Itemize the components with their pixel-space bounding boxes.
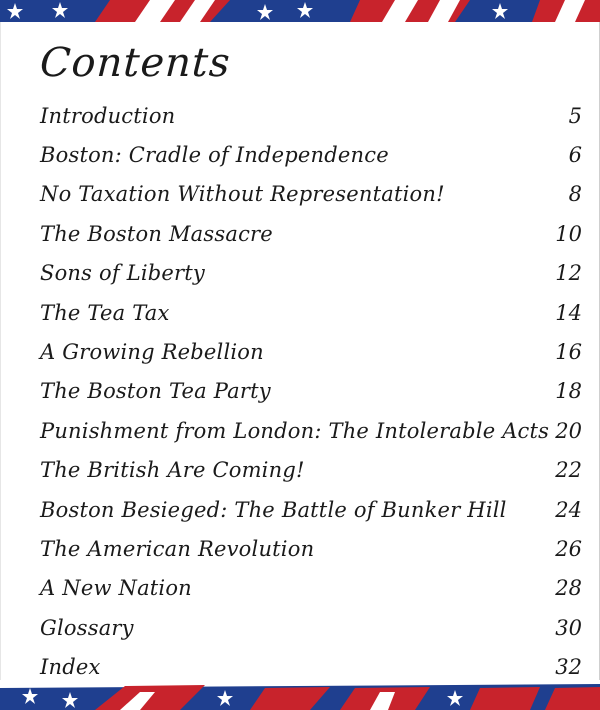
toc-entry-title: The Boston Tea Party	[40, 379, 271, 404]
toc-entry[interactable]	[40, 372, 588, 411]
toc-entry-title: Introduction	[40, 103, 176, 128]
toc-entry-page: 28	[555, 576, 582, 601]
toc-entry-title: Boston: Cradle of Independence	[40, 143, 389, 168]
toc-entry[interactable]	[40, 529, 588, 568]
toc-entry-page: 20	[555, 418, 582, 443]
toc-entry-title: A Growing Rebellion	[40, 340, 264, 365]
toc-entry[interactable]	[40, 254, 588, 293]
flag-border-bottom-art	[0, 682, 600, 710]
toc-entry-title: Sons of Liberty	[40, 261, 205, 286]
toc-entry[interactable]	[40, 135, 588, 174]
toc-entry[interactable]	[40, 293, 588, 332]
table-of-contents	[40, 96, 588, 687]
toc-entry-page: 30	[555, 615, 582, 640]
toc-entry-page: 32	[555, 655, 582, 680]
toc-entry-title: Glossary	[40, 615, 134, 640]
toc-entry[interactable]	[40, 175, 588, 214]
toc-entry[interactable]	[40, 647, 588, 686]
toc-entry-page: 24	[555, 497, 582, 522]
toc-entry-title: The American Revolution	[40, 536, 315, 561]
toc-entry-page: 10	[555, 221, 582, 246]
toc-entry-title: Boston Besieged: The Battle of Bunker Hill	[40, 497, 507, 522]
toc-entry-page: 22	[555, 458, 582, 483]
toc-entry-page: 26	[555, 536, 582, 561]
toc-entry[interactable]	[40, 332, 588, 371]
toc-entry-title: The Tea Tax	[40, 300, 170, 325]
toc-entry-page: 8	[568, 182, 582, 207]
bottom-flag-border	[0, 682, 600, 710]
toc-entry[interactable]	[40, 411, 588, 450]
toc-entry-page: 18	[555, 379, 582, 404]
toc-entry-title: Punishment from London: The Intolerable Acts	[40, 418, 550, 443]
toc-entry[interactable]	[40, 490, 588, 529]
toc-entry-page: 6	[568, 143, 582, 168]
toc-entry-title: A New Nation	[40, 576, 192, 601]
toc-entry-title: The Boston Massacre	[40, 221, 273, 246]
toc-entry-page: 12	[555, 261, 582, 286]
toc-entry[interactable]	[40, 96, 588, 135]
toc-entry[interactable]	[40, 608, 588, 647]
toc-entry[interactable]	[40, 214, 588, 253]
toc-entry-title: Index	[40, 655, 101, 680]
page-title: Contents	[38, 40, 232, 86]
toc-entry[interactable]	[40, 451, 588, 490]
flag-border-top-art	[0, 0, 600, 22]
toc-entry-title: No Taxation Without Representation!	[40, 182, 445, 207]
toc-entry-page: 14	[555, 300, 582, 325]
toc-entry-page: 5	[568, 103, 582, 128]
toc-entry-title: The British Are Coming!	[40, 458, 305, 483]
toc-entry[interactable]	[40, 569, 588, 608]
toc-entry-page: 16	[555, 340, 582, 365]
top-flag-border	[0, 0, 600, 22]
